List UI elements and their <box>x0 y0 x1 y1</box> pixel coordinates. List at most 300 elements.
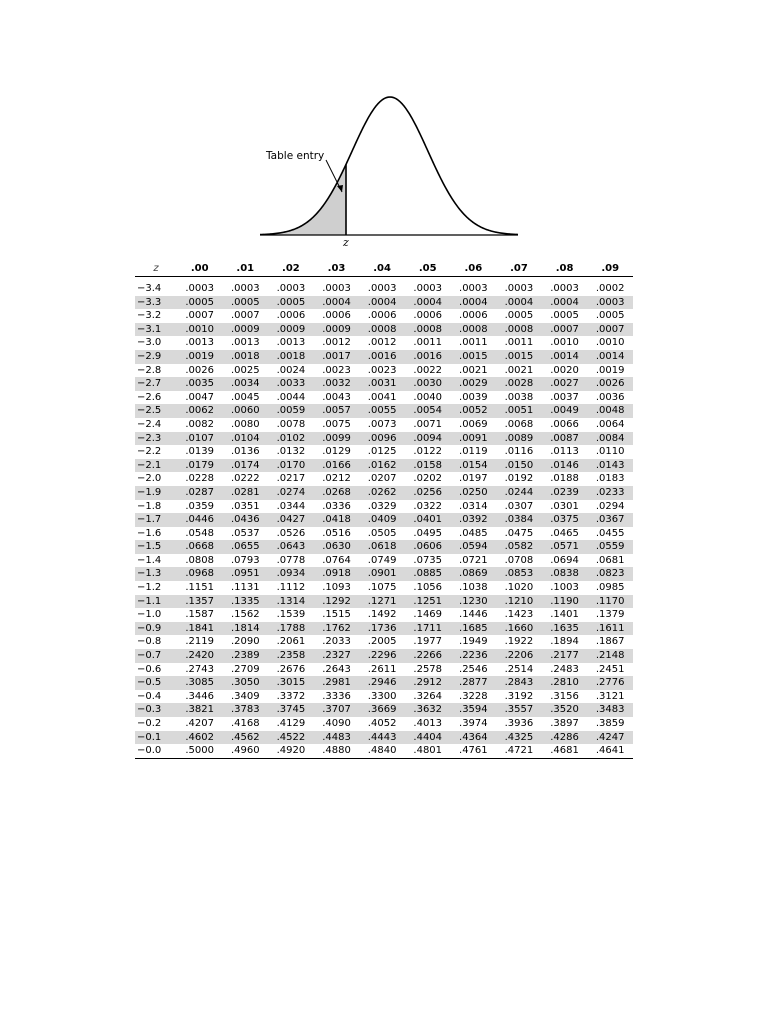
probability-cell: .0668 <box>177 540 223 554</box>
probability-cell: .4207 <box>185 718 214 729</box>
normal-curve-figure <box>250 88 530 253</box>
table-row <box>135 391 633 405</box>
probability-cell: .0041 <box>367 391 397 403</box>
probability-cell: .1190 <box>542 595 588 609</box>
probability-cell: .0029 <box>451 377 497 391</box>
column-header: .00 <box>177 262 223 277</box>
probability-cell: .0401 <box>405 513 451 527</box>
probability-cell: .0040 <box>413 391 443 403</box>
probability-cell: .0078 <box>276 418 306 430</box>
probability-cell: .1230 <box>451 595 497 609</box>
probability-cell: .2776 <box>587 676 633 690</box>
probability-cell: .0495 <box>413 527 443 539</box>
probability-cell: .2843 <box>496 676 542 690</box>
probability-cell: .0007 <box>230 310 260 322</box>
probability-cell: .1814 <box>222 622 268 636</box>
z-value-cell: −2.3 <box>135 432 177 446</box>
probability-cell: .2296 <box>359 649 405 663</box>
probability-cell: .3264 <box>413 690 443 702</box>
probability-cell: .4364 <box>451 731 497 745</box>
z-value-cell: −0.7 <box>135 649 177 663</box>
probability-cell: .3015 <box>268 676 314 690</box>
probability-cell: .2033 <box>322 636 351 648</box>
table-row <box>135 432 633 446</box>
probability-cell: .0643 <box>268 540 314 554</box>
z-value-cell: −2.7 <box>135 377 177 391</box>
probability-cell: .0005 <box>222 296 268 310</box>
probability-cell: .0287 <box>177 486 223 500</box>
probability-cell: .0239 <box>542 486 588 500</box>
z-value-cell: −3.3 <box>135 296 177 310</box>
probability-cell: .0066 <box>550 418 579 430</box>
table-row <box>135 581 633 595</box>
probability-cell: .0207 <box>367 473 397 485</box>
probability-cell: .0918 <box>314 567 360 581</box>
table-body <box>135 277 633 759</box>
probability-cell: .0708 <box>504 554 534 566</box>
probability-cell: .0003 <box>550 283 579 294</box>
probability-cell: .4641 <box>587 744 633 758</box>
probability-cell: .2005 <box>367 636 397 648</box>
probability-cell: .0102 <box>268 432 314 446</box>
probability-cell: .3897 <box>550 718 579 729</box>
probability-cell: .3821 <box>177 703 223 717</box>
table-row <box>135 554 633 568</box>
probability-cell: .0630 <box>314 540 360 554</box>
probability-cell: .0028 <box>496 377 542 391</box>
probability-cell: .2266 <box>405 649 451 663</box>
z-value-cell: −3.0 <box>137 337 162 349</box>
probability-cell: .0559 <box>587 540 633 554</box>
probability-cell: .3085 <box>177 676 223 690</box>
probability-cell: .3557 <box>496 703 542 717</box>
column-header: .01 <box>222 262 268 277</box>
z-value-cell: −1.7 <box>135 513 177 527</box>
probability-cell: .0314 <box>459 500 488 512</box>
probability-cell: .3936 <box>504 718 534 729</box>
probability-cell: .4681 <box>542 744 588 758</box>
table-row <box>135 513 633 527</box>
probability-cell: .1611 <box>587 622 633 636</box>
probability-cell: .0031 <box>359 377 405 391</box>
probability-cell: .0015 <box>496 350 542 364</box>
z-value-cell: −2.2 <box>137 446 162 458</box>
table-row <box>135 486 633 500</box>
z-value-cell: −1.5 <box>135 540 177 554</box>
table-row <box>135 309 633 323</box>
probability-cell: .3745 <box>268 703 314 717</box>
probability-cell: .1685 <box>451 622 497 636</box>
probability-cell: .1762 <box>314 622 360 636</box>
probability-cell: .0336 <box>322 500 351 512</box>
probability-cell: .0005 <box>177 296 223 310</box>
probability-cell: .0307 <box>504 500 534 512</box>
probability-cell: .2358 <box>268 649 314 663</box>
probability-cell: .2327 <box>314 649 360 663</box>
probability-cell: .2119 <box>185 636 214 648</box>
probability-cell: .0778 <box>276 554 306 566</box>
probability-cell: .4960 <box>222 744 268 758</box>
table-header-row <box>135 262 633 277</box>
probability-cell: .2946 <box>359 676 405 690</box>
table-row <box>135 703 633 717</box>
probability-cell: .2514 <box>504 663 534 675</box>
probability-cell: .1335 <box>222 595 268 609</box>
probability-cell: .0516 <box>322 527 351 539</box>
probability-cell: .0838 <box>542 567 588 581</box>
probability-cell: .0013 <box>276 337 306 349</box>
probability-cell: .1539 <box>276 609 306 621</box>
table-row <box>135 744 633 758</box>
table-row <box>135 500 633 514</box>
probability-cell: .0885 <box>405 567 451 581</box>
probability-cell: .0158 <box>405 459 451 473</box>
probability-cell: .1660 <box>496 622 542 636</box>
z-value-cell: −2.1 <box>135 459 177 473</box>
probability-cell: .0018 <box>222 350 268 364</box>
probability-cell: .2061 <box>276 636 306 648</box>
table-entry-label: Table entry <box>266 150 325 162</box>
probability-cell: .0004 <box>496 296 542 310</box>
probability-cell: .0073 <box>367 418 397 430</box>
probability-cell: .0681 <box>595 554 625 566</box>
probability-cell: .1003 <box>550 582 579 594</box>
probability-cell: .0384 <box>496 513 542 527</box>
probability-cell: .0132 <box>276 446 306 458</box>
probability-cell: .1075 <box>367 582 397 594</box>
probability-cell: .0143 <box>587 459 633 473</box>
z-value-cell: −2.5 <box>135 404 177 418</box>
probability-cell: .0026 <box>587 377 633 391</box>
probability-cell: .0033 <box>268 377 314 391</box>
probability-cell: .0008 <box>451 323 497 337</box>
table-row <box>135 404 633 418</box>
probability-cell: .0359 <box>185 500 214 512</box>
probability-cell: .0294 <box>595 500 625 512</box>
probability-cell: .3594 <box>451 703 497 717</box>
probability-cell: .3050 <box>222 676 268 690</box>
probability-cell: .2148 <box>587 649 633 663</box>
probability-cell: .0136 <box>230 446 260 458</box>
probability-cell: .1515 <box>322 609 351 621</box>
probability-cell: .4920 <box>268 744 314 758</box>
probability-cell: .1112 <box>276 582 306 594</box>
probability-cell: .0793 <box>230 554 260 566</box>
probability-cell: .0009 <box>268 323 314 337</box>
probability-cell: .0268 <box>314 486 360 500</box>
probability-cell: .0069 <box>459 418 488 430</box>
probability-cell: .2743 <box>185 663 214 675</box>
probability-cell: .0048 <box>587 404 633 418</box>
probability-cell: .0016 <box>359 350 405 364</box>
probability-cell: .3974 <box>459 718 488 729</box>
normal-curve <box>260 97 518 235</box>
probability-cell: .0228 <box>185 473 214 485</box>
probability-cell: .0022 <box>413 364 443 376</box>
probability-cell: .0322 <box>413 500 443 512</box>
table-row <box>135 445 633 459</box>
probability-cell: .1867 <box>595 636 625 648</box>
probability-cell: .0465 <box>550 527 579 539</box>
z-value-cell: −0.1 <box>135 731 177 745</box>
column-header: .05 <box>405 262 451 277</box>
probability-cell: .0012 <box>367 337 397 349</box>
probability-cell: .0030 <box>405 377 451 391</box>
probability-cell: .0446 <box>177 513 223 527</box>
probability-cell: .2709 <box>230 663 260 675</box>
probability-cell: .3300 <box>367 690 397 702</box>
probability-cell: .0197 <box>459 473 488 485</box>
z-axis-label: z <box>343 236 349 249</box>
probability-cell: .0901 <box>359 567 405 581</box>
probability-cell: .0113 <box>550 446 579 458</box>
probability-cell: .0116 <box>504 446 534 458</box>
z-value-cell: −1.0 <box>137 609 162 621</box>
probability-cell: .0655 <box>222 540 268 554</box>
table-row <box>135 595 633 609</box>
table-row <box>135 690 633 704</box>
probability-cell: .1151 <box>185 582 214 594</box>
probability-cell: .0055 <box>359 404 405 418</box>
probability-cell: .0934 <box>268 567 314 581</box>
z-value-cell: −0.0 <box>135 744 177 758</box>
probability-cell: .0749 <box>367 554 397 566</box>
probability-cell: .3121 <box>595 690 625 702</box>
probability-cell: .2389 <box>222 649 268 663</box>
table-row <box>135 277 633 296</box>
probability-cell: .0004 <box>314 296 360 310</box>
probability-cell: .0475 <box>504 527 534 539</box>
probability-cell: .1423 <box>504 609 534 621</box>
probability-cell: .0869 <box>451 567 497 581</box>
probability-cell: .0170 <box>268 459 314 473</box>
probability-cell: .0735 <box>413 554 443 566</box>
probability-cell: .0015 <box>451 350 497 364</box>
probability-cell: .0002 <box>595 283 625 294</box>
probability-cell: .0582 <box>496 540 542 554</box>
probability-cell: .0062 <box>177 404 223 418</box>
probability-cell: .1401 <box>550 609 579 621</box>
probability-cell: .0548 <box>185 527 214 539</box>
probability-cell: .1210 <box>496 595 542 609</box>
probability-cell: .0003 <box>504 283 534 294</box>
probability-cell: .0485 <box>459 527 488 539</box>
probability-cell: .0004 <box>542 296 588 310</box>
probability-cell: .0392 <box>451 513 497 527</box>
probability-cell: .0060 <box>222 404 268 418</box>
probability-cell: .0006 <box>276 310 306 322</box>
probability-cell: .2643 <box>322 663 351 675</box>
column-header: .03 <box>314 262 360 277</box>
probability-cell: .0064 <box>595 418 625 430</box>
probability-cell: .0045 <box>230 391 260 403</box>
probability-cell: .0003 <box>367 283 397 294</box>
table-row <box>135 377 633 391</box>
probability-cell: .2877 <box>451 676 497 690</box>
probability-cell: .1469 <box>413 609 443 621</box>
probability-cell: .4880 <box>314 744 360 758</box>
probability-cell: .0007 <box>185 310 214 322</box>
probability-cell: .3336 <box>322 690 351 702</box>
z-value-cell: −1.8 <box>137 500 162 512</box>
table-row <box>135 296 633 310</box>
z-value-cell: −0.8 <box>137 636 162 648</box>
probability-cell: .0244 <box>496 486 542 500</box>
probability-cell: .0104 <box>222 432 268 446</box>
probability-cell: .0089 <box>496 432 542 446</box>
probability-cell: .1949 <box>459 636 488 648</box>
probability-cell: .4443 <box>359 731 405 745</box>
probability-cell: .1292 <box>314 595 360 609</box>
probability-cell: .0003 <box>587 296 633 310</box>
z-value-cell: −1.6 <box>137 527 162 539</box>
probability-cell: .0021 <box>504 364 534 376</box>
probability-cell: .0250 <box>451 486 497 500</box>
probability-cell: .0035 <box>177 377 223 391</box>
probability-cell: .0179 <box>177 459 223 473</box>
probability-cell: .1788 <box>268 622 314 636</box>
probability-cell: .0202 <box>413 473 443 485</box>
probability-cell: .2177 <box>542 649 588 663</box>
table-row <box>135 527 633 541</box>
probability-cell: .0008 <box>405 323 451 337</box>
probability-cell: .2236 <box>451 649 497 663</box>
probability-cell: .4052 <box>367 718 397 729</box>
probability-cell: .0006 <box>459 310 488 322</box>
probability-cell: .0016 <box>405 350 451 364</box>
probability-cell: .0694 <box>550 554 579 566</box>
probability-cell: .2676 <box>276 663 306 675</box>
probability-cell: .0006 <box>322 310 351 322</box>
table-row <box>135 567 633 581</box>
probability-cell: .4602 <box>177 731 223 745</box>
z-value-cell: −1.9 <box>135 486 177 500</box>
probability-cell: .3520 <box>542 703 588 717</box>
probability-cell: .2578 <box>413 663 443 675</box>
probability-cell: .1056 <box>413 582 443 594</box>
probability-cell: .0054 <box>405 404 451 418</box>
probability-cell: .0003 <box>230 283 260 294</box>
probability-cell: .0023 <box>322 364 351 376</box>
probability-cell: .1038 <box>459 582 488 594</box>
probability-cell: .1314 <box>268 595 314 609</box>
probability-cell: .0764 <box>322 554 351 566</box>
probability-cell: .0146 <box>542 459 588 473</box>
probability-cell: .0010 <box>595 337 625 349</box>
probability-cell: .0122 <box>413 446 443 458</box>
probability-cell: .0075 <box>322 418 351 430</box>
z-value-cell: −1.3 <box>135 567 177 581</box>
probability-cell: .0005 <box>504 310 534 322</box>
probability-cell: .4840 <box>359 744 405 758</box>
probability-cell: .2420 <box>177 649 223 663</box>
z-value-cell: −0.3 <box>135 703 177 717</box>
table-row <box>135 459 633 473</box>
probability-cell: .0003 <box>276 283 306 294</box>
probability-cell: .0080 <box>230 418 260 430</box>
probability-cell: .3783 <box>222 703 268 717</box>
probability-cell: .0606 <box>405 540 451 554</box>
probability-cell: .0139 <box>185 446 214 458</box>
probability-cell: .0951 <box>222 567 268 581</box>
probability-cell: .1251 <box>405 595 451 609</box>
probability-cell: .0047 <box>185 391 214 403</box>
probability-cell: .4168 <box>230 718 260 729</box>
probability-cell: .0004 <box>451 296 497 310</box>
probability-cell: .0084 <box>587 432 633 446</box>
probability-cell: .4761 <box>451 744 497 758</box>
probability-cell: .0036 <box>595 391 625 403</box>
probability-cell: .0011 <box>459 337 488 349</box>
probability-cell: .3446 <box>185 690 214 702</box>
table-row <box>135 663 633 677</box>
probability-cell: .0571 <box>542 540 588 554</box>
probability-cell: .0166 <box>314 459 360 473</box>
z-value-cell: −2.9 <box>135 350 177 364</box>
probability-cell: .4325 <box>496 731 542 745</box>
probability-cell: .0094 <box>405 432 451 446</box>
probability-cell: .0808 <box>185 554 214 566</box>
probability-cell: .0192 <box>504 473 534 485</box>
probability-cell: .0968 <box>177 567 223 581</box>
probability-cell: .0129 <box>322 446 351 458</box>
probability-cell: .0110 <box>595 446 625 458</box>
probability-cell: .4483 <box>314 731 360 745</box>
z-table <box>135 262 633 759</box>
probability-cell: .1562 <box>230 609 260 621</box>
probability-cell: .0222 <box>230 473 260 485</box>
probability-cell: .0017 <box>314 350 360 364</box>
probability-cell: .0014 <box>542 350 588 364</box>
probability-cell: .0082 <box>185 418 214 430</box>
probability-cell: .0023 <box>367 364 397 376</box>
table-row <box>135 622 633 636</box>
probability-cell: .0049 <box>542 404 588 418</box>
table-row <box>135 540 633 554</box>
probability-cell: .0005 <box>550 310 579 322</box>
probability-cell: .0537 <box>230 527 260 539</box>
column-header: .04 <box>359 262 405 277</box>
probability-cell: .1587 <box>185 609 214 621</box>
probability-cell: .1894 <box>550 636 579 648</box>
z-column-header: z <box>135 262 177 277</box>
probability-cell: .0004 <box>359 296 405 310</box>
probability-cell: .0006 <box>413 310 443 322</box>
probability-cell: .1922 <box>504 636 534 648</box>
probability-cell: .0005 <box>595 310 625 322</box>
probability-cell: .0087 <box>542 432 588 446</box>
probability-cell: .0107 <box>177 432 223 446</box>
probability-cell: .0003 <box>185 283 214 294</box>
z-value-cell: −3.1 <box>135 323 177 337</box>
probability-cell: .0037 <box>550 391 579 403</box>
probability-cell: .0985 <box>595 582 625 594</box>
probability-cell: .3632 <box>405 703 451 717</box>
probability-cell: .0007 <box>587 323 633 337</box>
probability-cell: .0051 <box>496 404 542 418</box>
z-value-cell: −1.2 <box>137 582 162 594</box>
probability-cell: .0003 <box>322 283 351 294</box>
probability-cell: .2981 <box>314 676 360 690</box>
probability-cell: .0351 <box>230 500 260 512</box>
probability-cell: .0436 <box>222 513 268 527</box>
probability-cell: .0256 <box>405 486 451 500</box>
probability-cell: .0329 <box>367 500 397 512</box>
probability-cell: .0024 <box>276 364 306 376</box>
probability-cell: .0344 <box>276 500 306 512</box>
probability-cell: .0150 <box>496 459 542 473</box>
probability-cell: .0014 <box>587 350 633 364</box>
